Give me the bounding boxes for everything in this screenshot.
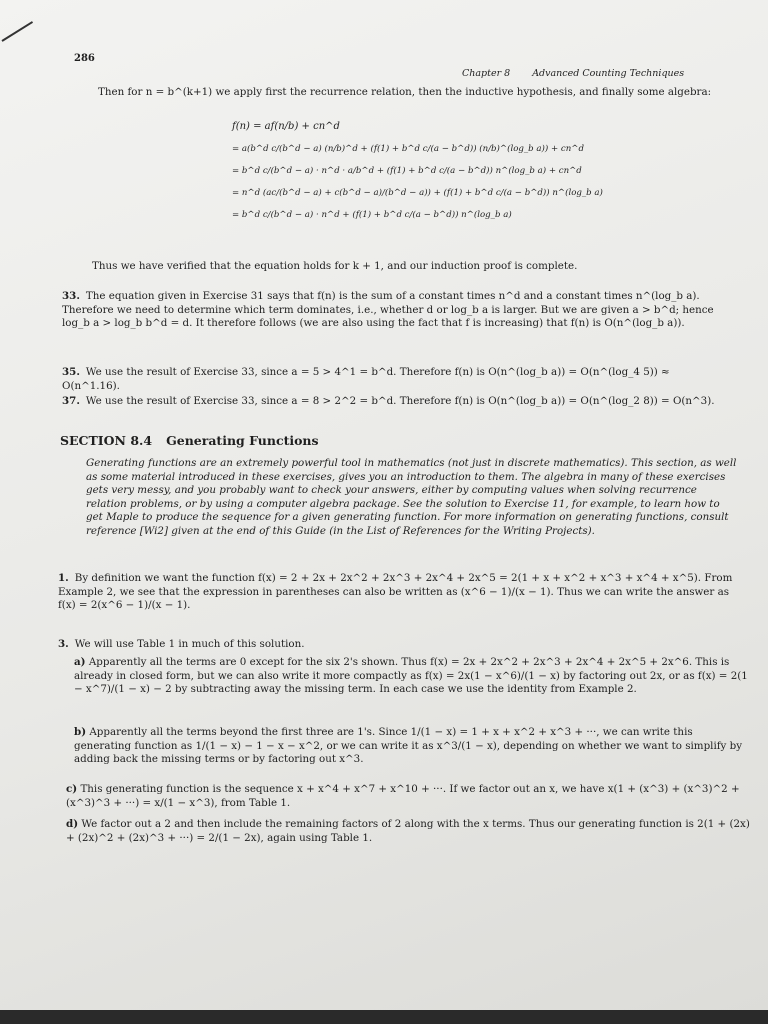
part-b (74, 726, 750, 767)
section-number: SECTION 8.4 (60, 433, 153, 448)
photo-bottom-edge (0, 1010, 768, 1024)
section-intro: Generating functions are an extremely powerful tool in mathematics (not just in discrete mathematics). This section, as well as some material introduced in these exercises, gives you an introduction to them. The algebra in many of these exercises gets very messy, and you probably want to check your answers, either by computing values when solving recurrence relation problems, or by using a computer algebra package. See the solution to Exercise 11, for example, to learn how to get Maple to produce the sequence for a given generating function. For more information on generating functions, consult reference [Wi2] given at the end of this Guide (in the List of References for the Writing Projects). (86, 457, 737, 537)
page-number: 286 (74, 53, 95, 64)
equation-line: = n^d (ac/(b^d − a) + c(b^d − a)/(b^d − a)) + (f(1) + b^d c/(a − b^d)) n^(log_b a) (232, 188, 603, 198)
chapter-label: Chapter 8 (462, 68, 511, 79)
exercise-number: 37. (62, 395, 80, 407)
problem-text: By definition we want the function f(x) = 2 + 2x + 2x^2 + 2x^3 + 2x^4 + 2x^5 = 2(1 + x + x^2 + x^3 + x^4 + x^5). From Example 2, we see that the expression in parentheses can also be written as (x^6 − 1)/(x − 1). Thus we can write the answer as f(x) = 2(x^6 − 1)/(x − 1). (58, 572, 733, 611)
exercise-text: We use the result of Exercise 33, since a = 8 > 2^2 = b^d. Therefore f(n) is O(n^(log_b a)) = O(n^(log_2 8)) = O(n^3). (85, 395, 715, 407)
exercise-37 (62, 395, 730, 409)
equation-line: = b^d c/(b^d − a) · n^d · a/b^d + (f(1) + b^d c/(a − b^d)) n^(log_b a) + cn^d (232, 166, 582, 176)
induction-conclusion: Thus we have verified that the equation holds for k + 1, and our induction proof is complete. (92, 260, 578, 272)
equation-line: f(n) = af(n/b) + cn^d (232, 121, 340, 132)
part-label: a) (74, 656, 86, 668)
part-d (66, 818, 756, 845)
exercise-number: 33. (62, 290, 80, 302)
exercise-text: We use the result of Exercise 33, since a = 5 > 4^1 = b^d. Therefore f(n) is O(n^(log_b a)) = O(n^(log_4 5)) ≈ O(n^1.16). (62, 366, 670, 392)
part-a (74, 656, 750, 697)
part-label: c) (66, 783, 78, 795)
problem-text: We will use Table 1 in much of this solution. (74, 638, 305, 650)
part-text: Apparently all the terms beyond the first three are 1's. Since 1/(1 − x) = 1 + x + x^2 + x^3 + ···, we can write this generating function as 1/(1 − x) − 1 − x − x^2, or we can write it as x^3/(1 − x), depending on whether we want to simplify by adding back the missing terms or by factoring out x^3. (74, 726, 743, 765)
part-label: d) (66, 818, 79, 830)
problem-3 (58, 638, 738, 652)
chapter-title: Advanced Counting Techniques (532, 68, 685, 79)
exercise-35 (62, 366, 730, 393)
problem-number: 1. (58, 572, 69, 584)
part-text: This generating function is the sequence x + x^4 + x^7 + x^10 + ···. If we factor out an x, we have x(1 + (x^3) + (x^3)^2 + (x^3)^3 + ···) = x/(1 − x^3), from Table 1. (66, 783, 740, 809)
intro-paragraph: Then for n = b^(k+1) we apply first the recurrence relation, then the inductive hypothesis, and finally some algebra: (98, 86, 712, 98)
problem-number: 3. (58, 638, 69, 650)
part-label: b) (74, 726, 87, 738)
part-text: We factor out a 2 and then include the remaining factors of 2 along with the x terms. Thus our generating function is 2(1 + (2x) + (2x)^2 + (2x)^3 + ···) = 2/(1 − 2x), again using Table 1. (66, 818, 750, 844)
part-text: Apparently all the terms are 0 except for the six 2's shown. Thus f(x) = 2x + 2x^2 + 2x^3 + 2x^4 + 2x^5 + 2x^6. This is already in closed form, but we can also write it more compactly as f(x) = 2x(1 − x^6)/(1 − x) by factoring out 2x, or as f(x) = 2(1 − x^7)/(1 − x) − 2 by subtracting away the missing term. In each case we use the identity from Example 2. (74, 656, 748, 695)
pen-mark (1, 21, 33, 42)
equation-line: = a(b^d c/(b^d − a) (n/b)^d + (f(1) + b^d c/(a − b^d)) (n/b)^(log_b a)) + cn^d (232, 144, 584, 154)
exercise-text: The equation given in Exercise 31 says that f(n) is the sum of a constant times n^d and a constant times n^(log_b a). Therefore we need to determine which term dominates, i.e., whether d or log_b a is larger. But we are given a > b^d; hence log_b a > log_b b^d = d. It therefore follows (we are also using the fact that f is increasing) that f(n) is O(n^(log_b a)). (62, 290, 714, 329)
exercise-number: 35. (62, 366, 80, 378)
section-title: Generating Functions (166, 433, 319, 448)
problem-1 (58, 572, 738, 613)
running-head (462, 68, 706, 79)
exercise-33 (62, 290, 730, 331)
equation-block (232, 116, 603, 226)
part-c (66, 783, 756, 810)
equation-line: = b^d c/(b^d − a) · n^d + (f(1) + b^d c/(a − b^d)) n^(log_b a) (232, 210, 512, 220)
section-heading (60, 433, 319, 448)
